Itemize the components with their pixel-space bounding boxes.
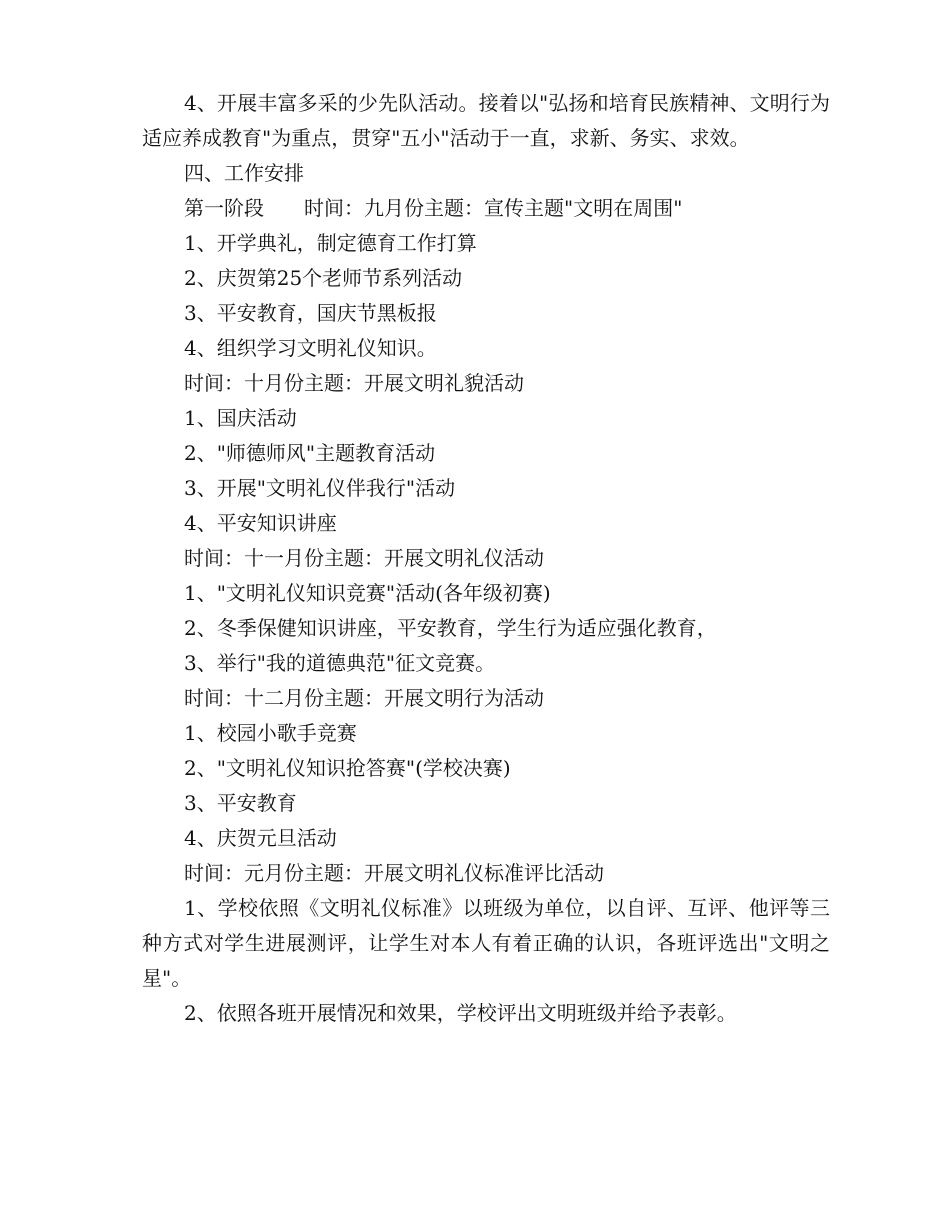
january-theme-heading: 时间：元月份主题：开展文明礼仪标准评比活动 — [184, 861, 604, 885]
list-item: 1、校园小歌手竞赛 — [184, 721, 357, 745]
phase-one-september-heading: 第一阶段 时间：九月份主题：宣传主题"文明在周围" — [184, 196, 683, 220]
list-item: 4、庆贺元旦活动 — [184, 826, 337, 850]
list-item: 3、开展"文明礼仪伴我行"活动 — [184, 476, 456, 500]
list-item: 3、平安教育 — [184, 791, 297, 815]
list-item: 4、平安知识讲座 — [184, 511, 337, 535]
paragraph-january-item-1: 1、学校依照《文明礼仪标准》以班级为单位，以自评、互评、他评等三种方式对学生进展测评，让学生对本人有着正确的认识，各班评选出"文明之星"。 — [142, 896, 830, 990]
list-item: 4、组织学习文明礼仪知识。 — [184, 336, 437, 360]
paragraph-january-item-2: 2、依照各班开展情况和效果，学校评出文明班级并给予表彰。 — [184, 1001, 737, 1025]
list-item: 1、开学典礼，制定德育工作打算 — [184, 231, 477, 255]
list-item: 2、庆贺第25个老师节系列活动 — [184, 266, 463, 290]
october-theme-heading: 时间：十月份主题：开展文明礼貌活动 — [184, 371, 524, 395]
november-theme-heading: 时间：十一月份主题：开展文明礼仪活动 — [184, 546, 544, 570]
list-item: 1、"文明礼仪知识竞赛"活动(各年级初赛) — [184, 581, 551, 605]
list-item: 3、平安教育，国庆节黑板报 — [184, 301, 437, 325]
list-item: 1、国庆活动 — [184, 406, 297, 430]
december-theme-heading: 时间：十二月份主题：开展文明行为活动 — [184, 686, 544, 710]
list-item: 2、"文明礼仪知识抢答赛"(学校决赛) — [184, 756, 511, 780]
section-heading-work-plan: 四、工作安排 — [184, 161, 304, 185]
document-body — [142, 86, 830, 1031]
list-item: 2、"师德师风"主题教育活动 — [184, 441, 436, 465]
list-item: 3、举行"我的道德典范"征文竞赛。 — [184, 651, 496, 675]
paragraph-activities-item-4: 4、开展丰富多采的少先队活动。接着以"弘扬和培育民族精神、文明行为适应养成教育"为重点，贯穿"五小"活动于一直，求新、务实、求效。 — [142, 91, 830, 150]
list-item: 2、冬季保健知识讲座，平安教育，学生行为适应强化教育， — [184, 616, 717, 640]
